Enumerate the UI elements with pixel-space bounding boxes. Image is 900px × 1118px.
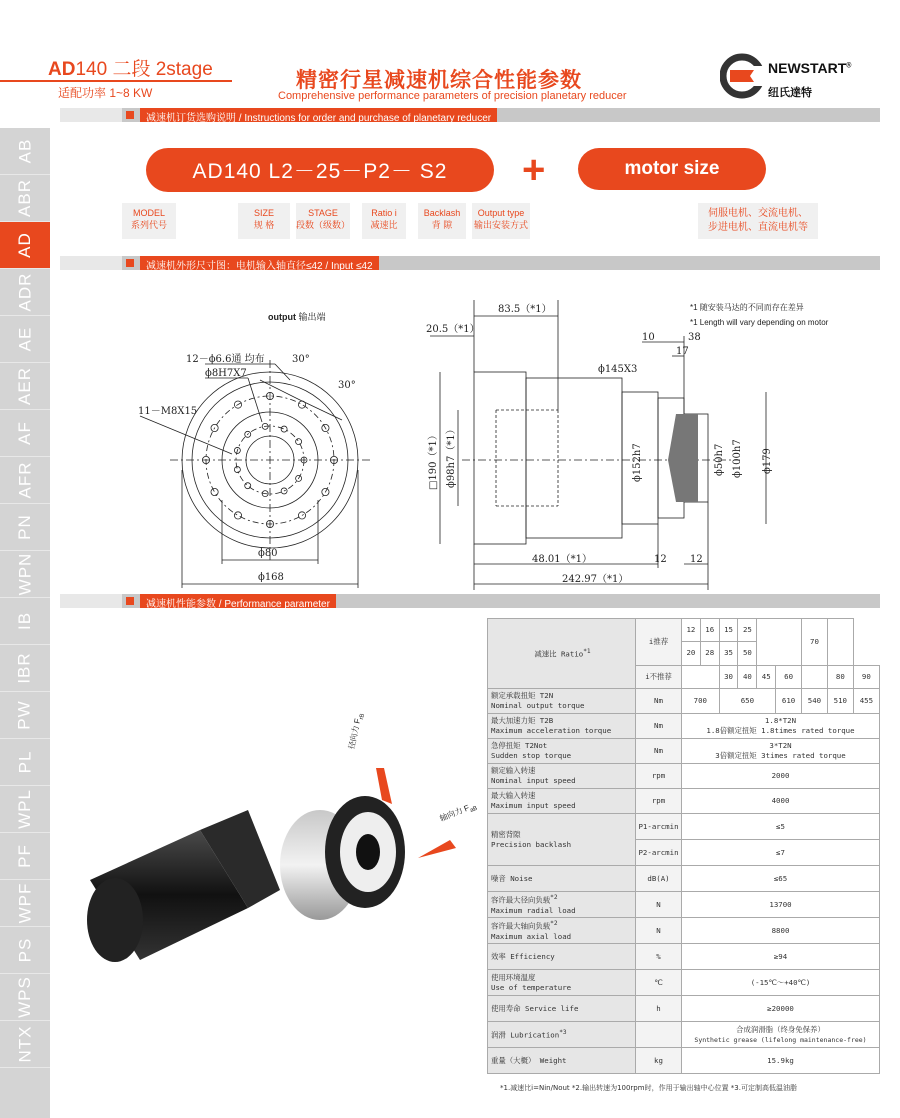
ratio-cell: 12 <box>682 619 701 642</box>
dia-50-label: ϕ50h7 <box>714 443 725 476</box>
table-row <box>488 918 880 944</box>
dim-38-label: 38 <box>688 332 701 343</box>
param-name-cn: 精密背隙 <box>491 829 521 839</box>
ratio-cell: 28 <box>700 642 719 665</box>
motor-type-line: 步进电机、直流电机等 <box>708 222 808 233</box>
value-cell: 4000 <box>682 789 880 814</box>
ratio-cell: 35 <box>719 642 738 665</box>
footnote-marker: *3 <box>559 1029 567 1037</box>
tap-callout-label: ϕ8H7X7 <box>205 368 247 379</box>
tap-hole-icon <box>234 467 240 473</box>
dia-outer-label: ϕ168 <box>258 572 284 583</box>
value-cell: 455 <box>853 689 879 714</box>
param-name-cn: 最大加速力矩 T2B <box>491 716 554 725</box>
output-shaft-section-icon <box>668 414 698 502</box>
ratio-name: 减速比 Ratio <box>534 649 584 659</box>
side-tab-label: ADR <box>15 272 34 312</box>
brand-name-text: NEWSTART <box>768 60 847 76</box>
output-label-en: output <box>268 312 296 322</box>
value-sub: 3倍额定扭矩 3times rated torque <box>715 751 846 760</box>
ratio-cell: 25 <box>738 619 757 642</box>
unit-cell <box>636 1022 682 1048</box>
ratio-cell: 16 <box>700 619 719 642</box>
value-main: 1.8*T2N <box>764 716 797 725</box>
ratio-cell: 60 <box>776 665 802 688</box>
dia-98-label: ϕ98h7（*1） <box>446 424 457 488</box>
table-row <box>488 789 880 814</box>
tap-hole-icon <box>296 439 302 445</box>
code-label-en: Backlash <box>423 208 461 218</box>
len-total-label: 242.97（*1） <box>562 574 629 585</box>
performance-table <box>487 618 880 1074</box>
table-row <box>488 1022 880 1048</box>
side-tab-label: NTX <box>15 1025 34 1063</box>
footnote-marker: *1 <box>583 648 591 656</box>
value-cell: 700 <box>682 689 720 714</box>
output-label-cn: 输出端 <box>298 312 326 322</box>
side-tab-label: PW <box>14 700 34 730</box>
param-name-cell <box>488 1022 636 1048</box>
param-name-en: Maximum acceleration torque <box>491 726 612 735</box>
sq-190-label: □190（*1） <box>428 430 439 490</box>
side-tab-pf[interactable] <box>0 833 50 880</box>
code-label-cn: 背 隙 <box>431 220 453 230</box>
table-row <box>488 764 880 789</box>
ratio-cell: 30 <box>719 665 738 688</box>
value-cell <box>682 714 880 739</box>
footnote-marker: *2 <box>550 920 558 928</box>
ratio-cell: 90 <box>853 665 879 688</box>
ratio-cell: 50 <box>738 642 757 665</box>
unit-cell: rpm <box>636 789 682 814</box>
angle-label-1: 30° <box>292 354 310 365</box>
unit-cell: kg <box>636 1048 682 1074</box>
side-view-labels <box>426 303 773 585</box>
page-subtitle: Comprehensive performance parameters of precision planetary reducer <box>278 90 627 102</box>
table-row <box>488 689 880 714</box>
trademark-mark: ® <box>846 62 852 70</box>
unit-cell: Nm <box>636 714 682 739</box>
param-name-en: Precision backlash <box>491 839 572 849</box>
side-tab-label: PF <box>14 844 34 868</box>
param-name-cn: 额定承载扭矩 T2N <box>491 691 554 700</box>
code-label-en: SIZE <box>253 208 274 218</box>
dim-12b-label: 12 <box>690 554 703 565</box>
bolt-hole-icon <box>211 488 218 495</box>
plus-icon: + <box>522 148 546 192</box>
unit-cell: % <box>636 944 682 970</box>
param-name-cn: 使用环境温度 <box>491 972 536 982</box>
param-name-cell <box>488 1048 636 1074</box>
front-view <box>140 360 370 588</box>
side-tab-label: WPN <box>14 552 34 596</box>
product-photo <box>80 740 480 980</box>
side-tab-label: AFR <box>15 461 34 499</box>
ratio-cell: 45 <box>757 665 776 688</box>
table-row <box>488 814 880 840</box>
code-label-en: MODEL <box>132 208 165 218</box>
ratio-non-label: i不推荐 <box>636 665 682 688</box>
dim-12a-label: 12 <box>654 554 667 565</box>
param-name-cn: 润滑 Lubrication <box>491 1030 560 1040</box>
side-tab-wpf[interactable] <box>0 880 50 927</box>
value-main: ≥94 <box>773 951 788 961</box>
unit-cell: h <box>636 996 682 1022</box>
code-label-en: Ratio i <box>371 208 397 218</box>
param-name-en: Nominal output torque <box>491 701 585 710</box>
param-name-cell <box>488 739 636 764</box>
value-cell <box>682 918 880 944</box>
table-row <box>488 619 880 642</box>
value-cell <box>682 944 880 970</box>
code-label-en: Output type <box>477 208 525 218</box>
table-row <box>488 714 880 739</box>
side-tab-ib[interactable] <box>0 598 50 645</box>
side-tab-pl[interactable] <box>0 739 50 786</box>
value-main: 8800 <box>771 925 790 935</box>
value-cell: 650 <box>719 689 775 714</box>
power-range: 适配功率 1~8 KW <box>58 86 153 100</box>
value-cell: 2000 <box>682 764 880 789</box>
axial-force-label: 轴向力 $F_{aB}$ <box>438 803 479 824</box>
brand-name-cn: 纽氏達特 <box>768 87 812 99</box>
code-label-cn: 系列代号 <box>130 220 167 230</box>
side-tab-pw[interactable] <box>0 692 50 739</box>
unit-cell: ℃ <box>636 970 682 996</box>
note-cn: *1 随安装马达的不同而存在差异 <box>690 303 804 312</box>
param-name-cn: 效率 Efficiency <box>491 951 555 961</box>
param-name-en: Sudden stop torque <box>491 751 572 760</box>
side-tab-label: IBR <box>15 652 34 684</box>
table-row <box>488 944 880 970</box>
dia-inner-label: ϕ80 <box>258 548 278 559</box>
param-name-cell <box>488 892 636 918</box>
ratio-blank <box>682 665 720 688</box>
param-name-en: Maximum radial load <box>491 905 576 915</box>
side-tab-label: IB <box>15 611 34 631</box>
param-name-cell <box>488 689 636 714</box>
page-title: 精密行星减速机综合性能参数 <box>296 69 582 92</box>
param-name-cn: 额定输入转速 <box>491 766 536 775</box>
param-name-cell <box>488 814 636 866</box>
len-top-label: 83.5（*1） <box>498 304 552 315</box>
tap-hole-icon <box>245 483 251 489</box>
unit-cell: dB(A) <box>636 866 682 892</box>
param-name-cell <box>488 970 636 996</box>
side-tab-ntx[interactable] <box>0 1021 50 1068</box>
hole-callout-label: 12－ϕ6.6通 均布 <box>186 354 265 365</box>
table-row <box>488 739 880 764</box>
value-cell <box>682 739 880 764</box>
table-row <box>488 970 880 996</box>
axial-force-text: 轴向力 F <box>438 803 471 824</box>
param-name-cell <box>488 996 636 1022</box>
value-sub: 1.8倍额定扭矩 1.8times rated torque <box>706 726 855 735</box>
section-title-perf: 减速机性能参数 / Performance parameter <box>140 594 336 608</box>
value-cell <box>682 996 880 1022</box>
side-tab-label: WPL <box>15 789 34 829</box>
ratio-blank <box>827 619 853 666</box>
ratio-cell: 80 <box>827 665 853 688</box>
value-main: ≤65 <box>773 873 788 883</box>
side-tab-label: WPF <box>15 882 34 924</box>
param-name-cn: 急停扭矩 T2Not <box>491 741 548 750</box>
side-tab-label: AF <box>14 421 34 445</box>
code-label-cn: 段数（级数） <box>296 220 351 230</box>
dim-10-label: 10 <box>642 332 655 343</box>
param-name-en: Maximum input speed <box>491 801 576 810</box>
dia-152-label: ϕ152h7 <box>632 443 643 482</box>
value-cell <box>682 1022 880 1048</box>
value-main: 合成润滑脂（终身免保养） <box>736 1024 825 1034</box>
param-name-cn: 重量（大概） Weight <box>491 1055 567 1065</box>
note-en: *1 Length will vary depending on motor <box>690 318 829 327</box>
model-code: AD <box>48 59 76 80</box>
ratio-name-cell <box>488 619 636 689</box>
table-row <box>488 1048 880 1074</box>
radial-force-text: 径向力 F <box>346 717 363 751</box>
value-main: 13700 <box>769 899 792 909</box>
value-cell: 540 <box>802 689 828 714</box>
side-tab-wps[interactable] <box>0 974 50 1021</box>
dia-100-label: ϕ100h7 <box>732 439 743 478</box>
value-cell: 610 <box>776 689 802 714</box>
ratio-cell: 20 <box>682 642 701 665</box>
value-main: 3*T2N <box>769 741 792 750</box>
code-label-cn: 减速比 <box>370 220 398 230</box>
param-name-cell <box>488 944 636 970</box>
angle-label-2: 30° <box>338 380 356 391</box>
param-name-cn: 使用寿命 Service life <box>491 1003 579 1013</box>
value-cell <box>682 1048 880 1074</box>
side-tab-label: WPS <box>14 976 34 1018</box>
code-label-cn: 输出安装方式 <box>473 220 528 230</box>
param-name-cell <box>488 866 636 892</box>
table-row <box>488 996 880 1022</box>
param-name-cell <box>488 918 636 944</box>
value-main: (-15℃～+40℃) <box>750 977 811 987</box>
tap-hole-icon <box>281 426 287 432</box>
len-left-label: 20.5（*1） <box>426 324 480 335</box>
value-cell <box>682 970 880 996</box>
side-tab-label: AB <box>15 138 34 164</box>
model-number: 140 <box>75 59 108 80</box>
side-tab-label: AE <box>15 326 34 352</box>
param-name-cn: 最大输入转速 <box>491 791 536 800</box>
side-tab-ps[interactable] <box>0 927 50 974</box>
motor-size-pill: motor size <box>578 148 766 190</box>
dim-17-label: 17 <box>676 346 689 357</box>
unit-cell: P1-arcmin <box>636 814 682 840</box>
value-cell: ≤7 <box>682 840 880 866</box>
value-cell <box>682 892 880 918</box>
unit-cell: rpm <box>636 764 682 789</box>
side-tab-label: PS <box>15 937 34 963</box>
radial-force-label: 径向力 $F_{rB}$ <box>346 713 367 751</box>
model-stage: 二段 2stage <box>112 59 213 80</box>
ratio-cell: 40 <box>738 665 757 688</box>
param-name-en: Maximum axial load <box>491 931 572 941</box>
footnote-marker: *2 <box>550 894 558 902</box>
param-name-en: Nominal input speed <box>491 776 576 785</box>
param-name-cell <box>488 714 636 739</box>
order-code-pill: AD140 L2－25－P2－ S2 <box>146 148 494 192</box>
value-cell: ≤5 <box>682 814 880 840</box>
unit-cell: P2-arcmin <box>636 840 682 866</box>
section-title-dims: 减速机外形尺寸图：电机输入轴直径≤42 / Input ≤42 <box>140 256 379 270</box>
param-name-cn: 噪音 Noise <box>491 873 533 883</box>
side-tab-wpl[interactable] <box>0 786 50 833</box>
side-tab-ibr[interactable] <box>0 645 50 692</box>
unit-cell: N <box>636 892 682 918</box>
ratio-cell: 15 <box>719 619 738 642</box>
side-tab-label: PL <box>14 750 34 774</box>
side-tab-label: AER <box>15 367 34 405</box>
value-main: ≥20000 <box>767 1003 794 1013</box>
value-cell: 510 <box>827 689 853 714</box>
side-tab-label: AD <box>15 232 34 258</box>
ratio-blank <box>802 665 828 688</box>
unit-cell: Nm <box>636 689 682 714</box>
value-main: 15.9kg <box>767 1055 794 1065</box>
side-tab-label: ABR <box>15 179 34 217</box>
ratio-rec-label: i推荐 <box>636 619 682 666</box>
table-row <box>488 866 880 892</box>
ratio-cell: 70 <box>802 619 828 666</box>
value-cell <box>682 866 880 892</box>
table-footnote: *1.减速比i=Nin/Nout *2.输出转速为100rpm时，作用于输出轴中心位置 *3.可定制高低温油脂 <box>500 1084 797 1092</box>
motor-type-line: 伺服电机、交流电机、 <box>708 208 808 219</box>
param-name-cn: 容许最大径向负载 <box>491 895 551 905</box>
param-name-cell <box>488 764 636 789</box>
side-tab-label: PN <box>15 514 34 540</box>
code-label-en: STAGE <box>308 208 338 218</box>
len-48-label: 48.01（*1） <box>532 554 592 565</box>
section-title-order: 减速机订货选购说明 / Instructions for order and purchase of planetary reducer <box>140 108 497 122</box>
tap-callout-label-2: 11－M8X15 <box>138 406 198 417</box>
table-row <box>488 892 880 918</box>
param-name-en: Use of temperature <box>491 982 572 992</box>
code-label-cn: 规 格 <box>253 220 275 230</box>
unit-cell: N <box>636 918 682 944</box>
dia-145-label: ϕ145X3 <box>598 364 638 375</box>
value-sub: Synthetic grease (lifelong maintenance-free) <box>694 1035 867 1044</box>
bolt-hole-icon <box>234 512 241 519</box>
param-name-cell <box>488 789 636 814</box>
unit-cell: Nm <box>636 739 682 764</box>
param-name-cn: 容许最大轴向负载 <box>491 921 551 931</box>
ratio-blank <box>757 619 802 666</box>
dia-179-label: ϕ179 <box>762 448 773 474</box>
